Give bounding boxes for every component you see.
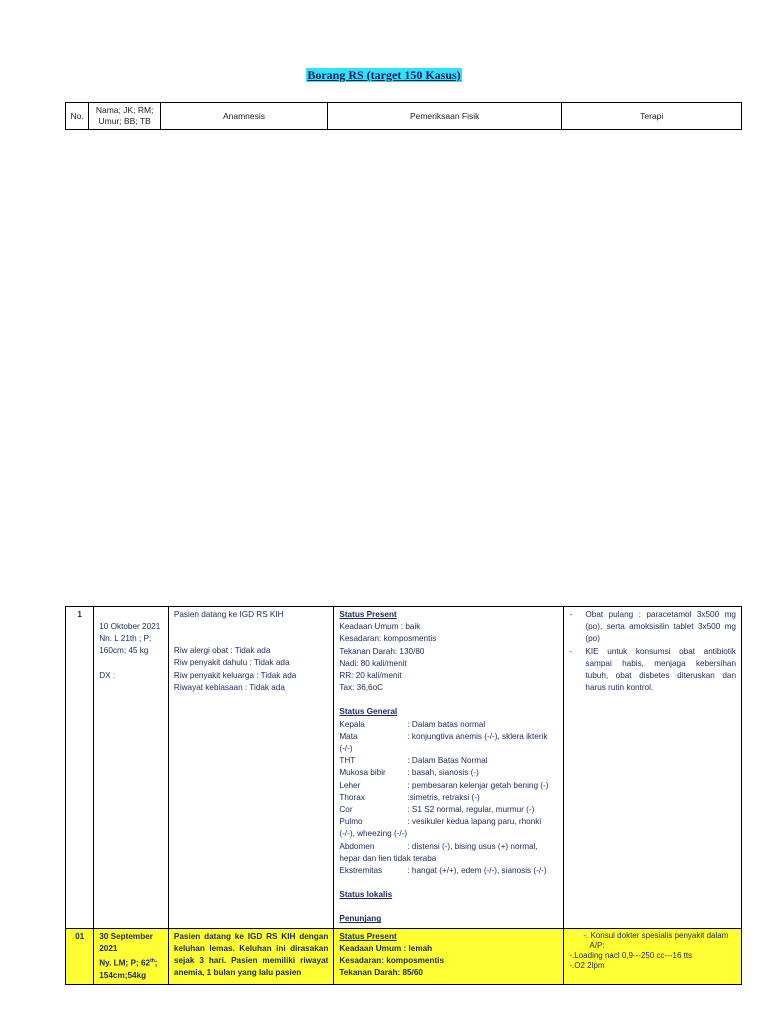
- status-general-item: Mukosa bibir : basah, sianosis (-): [339, 768, 479, 778]
- status-lokalis-title: Status lokalis: [339, 890, 393, 900]
- status-present-line: Tax: 36,6oC: [339, 683, 384, 693]
- therapy-cell: [564, 928, 742, 985]
- anamnesis-line: Pasien datang ke IGD RS KIH: [173, 610, 284, 619]
- status-present-line: Kesadaran: komposmentis: [339, 634, 437, 644]
- patient-info: Ny. LM; P; 62th;: [99, 958, 158, 968]
- therapy-line: A/P:: [589, 940, 605, 950]
- identity-header-line1: Nama; JK; RM;: [95, 105, 154, 115]
- therapy-line: -. Konsul dokter spesialis penyakit dalam: [583, 930, 729, 940]
- status-present-title: Status Present: [339, 610, 397, 619]
- status-present-line: Keadaan Umum : baik: [339, 622, 421, 632]
- row-number: 1: [66, 607, 94, 929]
- row-number: 01: [66, 928, 94, 985]
- col-no-header: No.: [66, 103, 89, 130]
- diagnosis-label: DX :: [99, 670, 116, 680]
- cases-table: [65, 606, 742, 985]
- status-general-item: THT : Dalam Batas Normal: [339, 756, 488, 766]
- table-row: [66, 928, 742, 985]
- status-present-line: Nadi: 80 kali/menit: [339, 658, 407, 668]
- status-general-item: Abdomen : distensi (-), bising usus (+) normal, hepar dan lien tidak teraba: [339, 841, 538, 863]
- status-general-item: Ekstremitas : hangat (+/+), edem (-/-), sianosis (-/-): [339, 866, 547, 876]
- exam-cell: [334, 928, 564, 985]
- col-anamnesis-header: Anamnesis: [161, 103, 328, 130]
- table-row: [66, 607, 742, 929]
- status-general-item: Leher : pembesaran kelenjar getah bening (-): [339, 780, 549, 790]
- status-present-line: Kesadaran: komposmentis: [339, 956, 445, 966]
- therapy-line: -.Loading nacl 0,9---250 cc---16 tts: [569, 950, 693, 960]
- patient-info: 154cm;54kg: [99, 971, 147, 981]
- document-title: Borang RS (target 150 Kasus): [307, 68, 461, 82]
- status-present-line: Tekanan Darah: 130/80: [339, 646, 425, 656]
- status-present-line: Keadaan Umum : lemah: [339, 943, 433, 953]
- therapy-cell: [564, 607, 742, 929]
- exam-cell: [334, 607, 564, 929]
- header-table: [65, 102, 742, 130]
- patient-cell: [94, 607, 169, 929]
- anamnesis-cell: [168, 607, 333, 929]
- status-general-item: Cor : S1 S2 normal, regular, murmur (-): [339, 805, 535, 815]
- patient-cell: [94, 928, 169, 985]
- anamnesis-line: Riw penyakit keluarga : Tidak ada: [173, 670, 297, 680]
- col-identity-header: [89, 103, 161, 130]
- status-present-title: Status Present: [339, 931, 397, 941]
- penunjang-title: Penunjang: [339, 914, 382, 924]
- case-date: 30 September 2021: [99, 931, 153, 953]
- case-date: 10 Oktober 2021: [99, 622, 161, 631]
- anamnesis-line: Riwayat kebiasaan : Tidak ada: [173, 682, 285, 692]
- status-present-line: Tekanan Darah: 85/60: [339, 968, 423, 978]
- col-exam-header: Pemeriksaan Fisik: [327, 103, 561, 130]
- status-general-item: Pulmo : vesikuler kedua lapang paru, rhonki (-/-), wheezing (-/-): [339, 817, 542, 839]
- col-therapy-header: Terapi: [562, 103, 742, 130]
- anamnesis-cell: Pasien datang ke IGD RS KIH dengan keluhan lemas. Keluhan ini dirasakan sejak 3 hari. Pasien memiliki riwayat anemia, 1 bulan yang lalu pasien: [168, 928, 333, 985]
- status-general-item: Thorax :simetris, retraksi (-): [339, 792, 480, 802]
- anamnesis-line: Riw alergi obat : Tidak ada: [173, 646, 271, 656]
- therapy-line: -.O2 2lpm: [569, 960, 605, 970]
- document-title-wrap: [0, 66, 768, 84]
- identity-header-line2: Umur; BB; TB: [98, 116, 151, 126]
- therapy-item: - Obat pulang : paracetamol 3x500 mg (po), serta amoksisilin tablet 3x500 mg (po): [569, 610, 736, 644]
- therapy-item: - KIE untuk konsumsi obat antibiotik sampai habis, menjaga kebersihan tubuh, obat disbetes diteruskan dan harus rutin kontrol.: [569, 646, 736, 693]
- status-present-line: RR: 20 kali/menit: [339, 671, 402, 681]
- status-general-item: Kepala : Dalam batas normal: [339, 719, 486, 729]
- status-general-title: Status General: [339, 707, 398, 717]
- patient-info: Nn. L 21th ; P; 160cm; 45 kg: [99, 634, 152, 656]
- status-general-item: Mata : konjungtiva anemis (-/-), sklera ikterik (-/-): [339, 731, 548, 754]
- anamnesis-line: Riw penyakit dahulu : Tidak ada: [173, 658, 290, 668]
